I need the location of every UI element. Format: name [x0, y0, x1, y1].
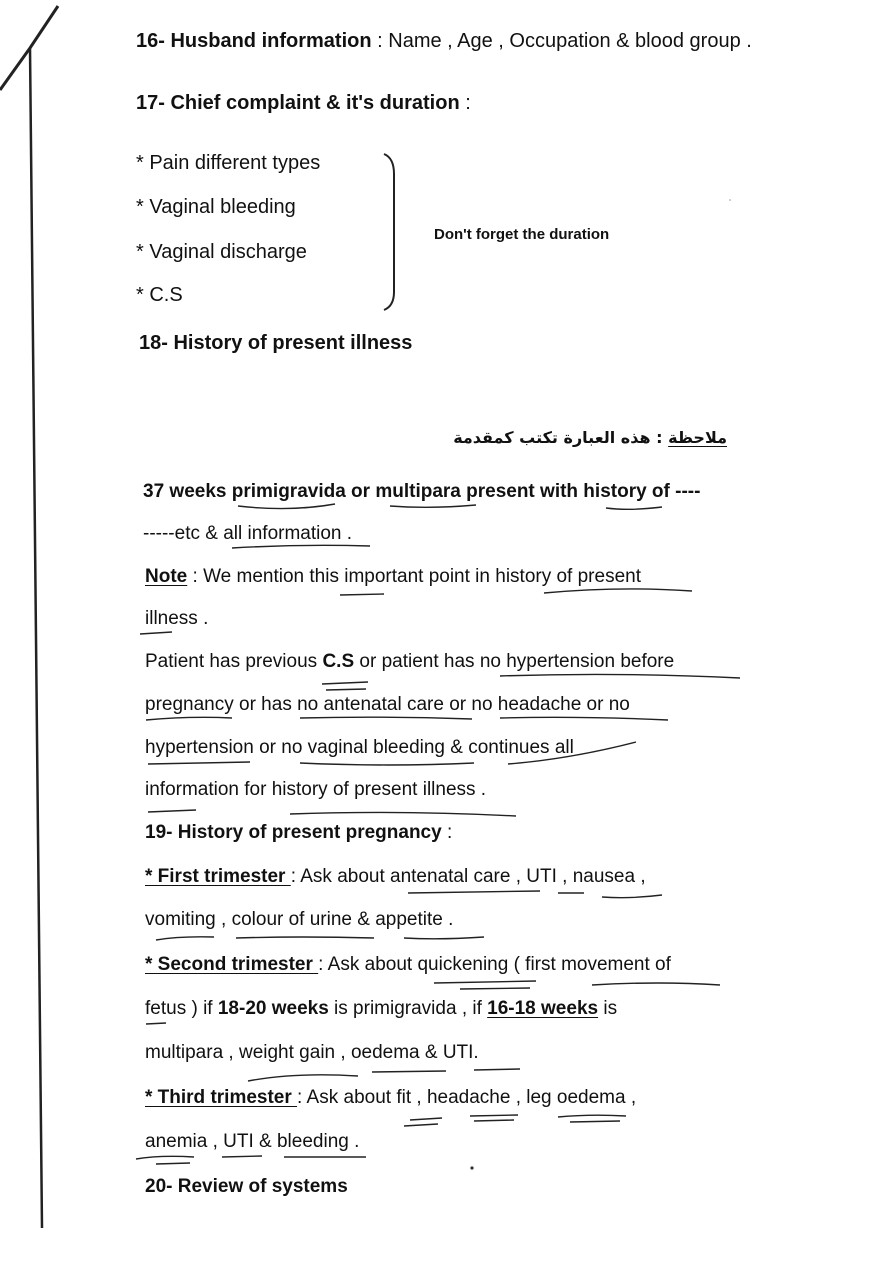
underline-mark [606, 507, 662, 509]
st-2e: is [598, 998, 618, 1019]
section-17 [136, 92, 471, 115]
arabic-note-text: : هذه العبارة تكتب كمقدمة [453, 428, 669, 447]
underline-mark [222, 1156, 262, 1157]
underline-mark [300, 717, 472, 719]
second-trimester-label: * Second trimester [145, 954, 319, 975]
underline-mark [470, 1115, 518, 1121]
st-2c: is primigravida , if [328, 998, 488, 1019]
section-19-heading: 19- History of present pregnancy [145, 822, 442, 843]
underline-mark [156, 937, 214, 940]
hpi-line-5c: or patient has no hypertension before [354, 651, 675, 672]
brace-note: Don't forget the duration [434, 226, 610, 243]
section-20-heading: 20- Review of systems [145, 1176, 348, 1197]
section-19-colon: : [441, 822, 453, 843]
hpi-line: -----etc & all information . [143, 523, 353, 544]
underline-mark [148, 762, 250, 764]
arabic-note-label: ملاحظة [668, 428, 727, 447]
hpi-line: information for history of present illness . [145, 779, 487, 800]
underline-mark [340, 594, 384, 595]
second-trimester [145, 954, 671, 976]
underline-mark [592, 983, 720, 985]
underline-mark [390, 505, 476, 507]
section-17-heading: 17- Chief complaint & it's duration [136, 92, 460, 114]
first-trimester-label: * First trimester [145, 866, 291, 887]
hpi-line [145, 566, 641, 588]
hpi-line [143, 481, 700, 503]
st-weeks-multi: 16-18 weeks [487, 998, 599, 1019]
hpi-line: pregnancy or has no antenatal care or no headache or no [145, 694, 630, 715]
second-trimester-text: : Ask about quickening ( first movement of [318, 954, 671, 975]
right-brace [380, 150, 410, 315]
third-trimester-line-2: anemia , UTI & bleeding . [145, 1131, 360, 1152]
underline-mark [136, 1156, 194, 1164]
underline-mark [148, 810, 196, 812]
third-trimester [145, 1087, 636, 1109]
section-17-colon: : [459, 92, 471, 114]
complaint-item: * Vaginal discharge [136, 241, 307, 263]
hpi-line: illness . [145, 608, 209, 629]
section-16-heading: 16- Husband information [136, 30, 372, 52]
note-label: Note [145, 566, 188, 587]
underline-mark [248, 1075, 358, 1081]
st-weeks-primi: 18-20 weeks [217, 998, 329, 1019]
complaint-item: * Vaginal bleeding [136, 196, 296, 218]
underline-mark [232, 545, 370, 548]
third-trimester-label: * Third trimester [145, 1087, 298, 1108]
hpi-line [145, 651, 674, 673]
second-trimester-line-3: multipara , weight gain , oedema & UTI. [145, 1042, 479, 1063]
margin-line [0, 0, 70, 1263]
underline-mark [140, 632, 172, 634]
underline-mark [372, 1071, 446, 1072]
underline-mark [146, 1023, 166, 1024]
pen-dot [729, 199, 731, 201]
underline-mark [322, 682, 368, 690]
first-trimester-line-2: vomiting , colour of urine & appetite . [145, 909, 454, 930]
hpi-line: hypertension or no vaginal bleeding & continues all [145, 737, 574, 758]
complaint-item: * Pain different types [136, 152, 321, 174]
underline-mark [558, 1115, 626, 1122]
section-16 [136, 30, 752, 53]
underline-mark [236, 937, 374, 938]
note-text: : We mention this important point in history of present [187, 566, 641, 587]
underline-mark [408, 891, 540, 893]
underline-mark [404, 937, 484, 939]
underline-mark [290, 812, 516, 816]
st-2a: fetus ) if [145, 998, 218, 1019]
section-19 [145, 822, 452, 844]
section-16-details: : Name , Age , Occupation & blood group . [371, 30, 752, 52]
section-18-heading: 18- History of present illness [139, 332, 413, 354]
underline-mark [474, 1069, 520, 1070]
underline-mark [544, 589, 692, 593]
underline-mark [404, 1118, 442, 1126]
arabic-note [453, 428, 727, 447]
first-trimester [145, 866, 646, 888]
second-trimester-line-2 [145, 998, 617, 1020]
underline-mark [602, 895, 662, 898]
hpi-cs: C.S [322, 651, 355, 672]
underline-mark [500, 674, 740, 678]
hpi-line-1: 37 weeks primigravida or multipara present with history of ---- [143, 481, 701, 502]
first-trimester-text: : Ask about antenatal care , UTI , nausea , [290, 866, 646, 887]
underline-mark [238, 504, 335, 509]
underline-mark [500, 717, 668, 720]
underline-mark [146, 717, 232, 720]
underline-mark [300, 763, 474, 765]
hpi-line-5a: Patient has previous [145, 651, 323, 672]
underline-mark [434, 981, 536, 989]
third-trimester-text: : Ask about fit , headache , leg oedema , [297, 1087, 637, 1108]
complaint-item: * C.S [136, 284, 183, 306]
pen-dot [470, 1166, 473, 1169]
